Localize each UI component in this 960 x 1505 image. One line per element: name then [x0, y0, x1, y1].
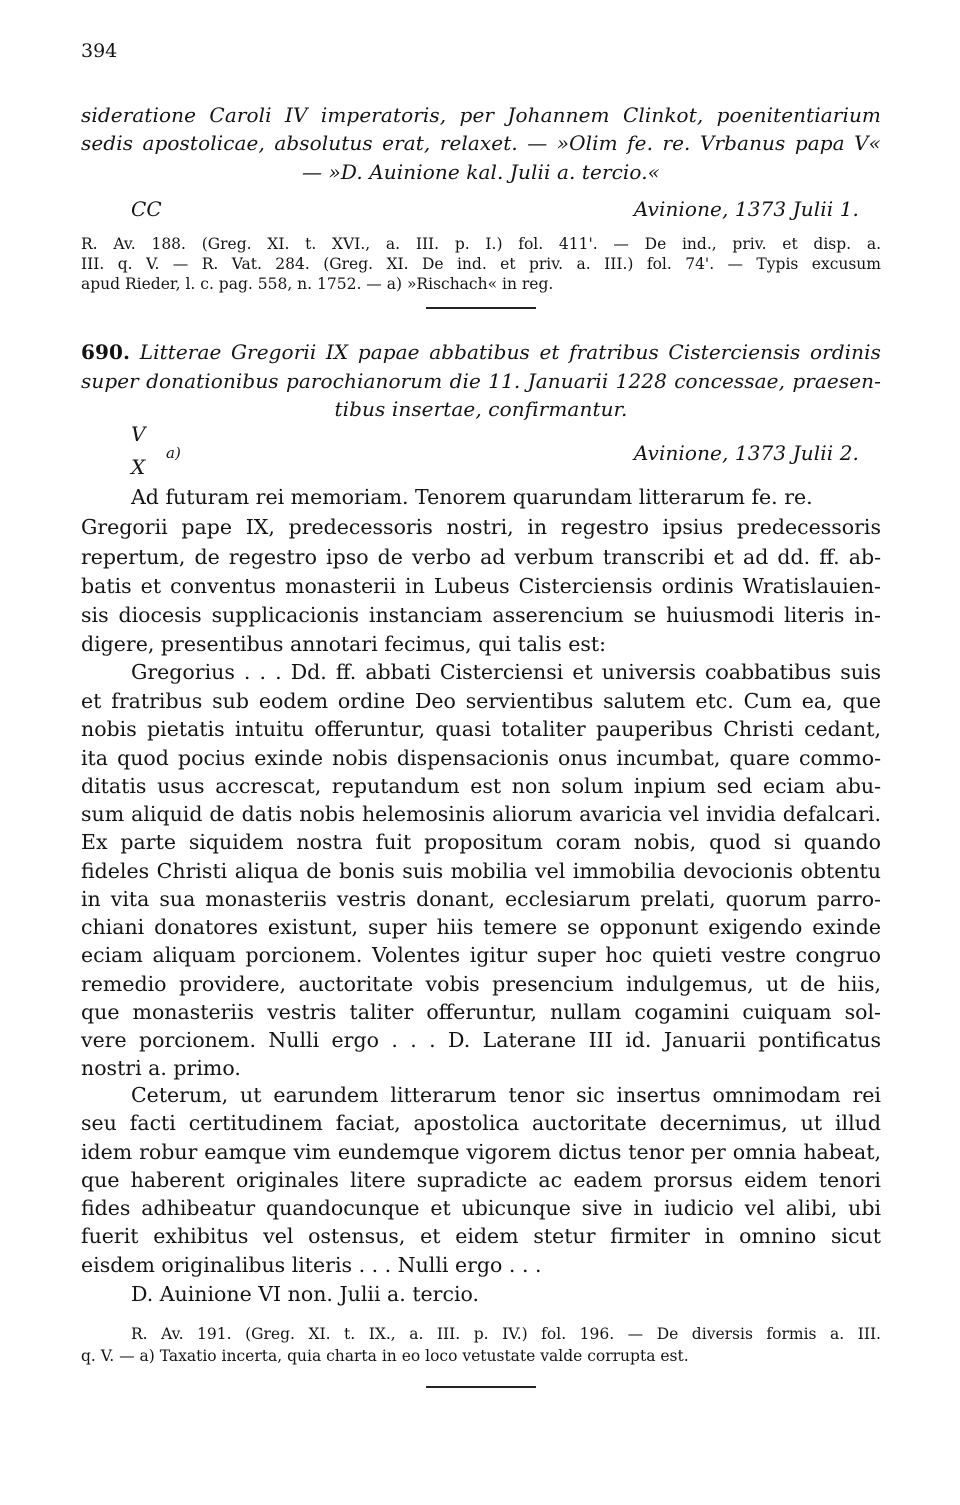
- body-line-15: in vita sua monasteriis vestris donant, ecclesiarum prelati, quorum parro-: [81, 887, 881, 911]
- body-line-22: Ceterum, ut earundem litterarum tenor sic insertus omnimodam rei: [131, 1083, 881, 1107]
- body-line-5: sis diocesis supplicacionis instanciam asserencium se huiusmodi literis in-: [81, 603, 881, 627]
- body-line-21: nostri a. primo.: [81, 1056, 241, 1080]
- doc-mark-bottom: X: [131, 455, 146, 479]
- body-line-25: que haberent originales litere supradicte ac eadem prorsus eidem tenori: [81, 1168, 881, 1192]
- body-line-14: fideles Christi aliqua de bonis suis mobilia vel immobilia devocionis obtentu: [81, 859, 881, 883]
- separator-2: [426, 1386, 536, 1388]
- note2-line-1: R. Av. 191. (Greg. XI. t. IX., a. III. p. IV.) fol. 196. — De diversis formis a. III.: [131, 1325, 881, 1343]
- intro-place-date: Avinione, 1373 Julii 1.: [633, 197, 859, 221]
- note2-line-2: q. V. — a) Taxatio incerta, quia charta in eo loco vetustate valde corrupta est.: [81, 1347, 689, 1365]
- doc-place-date: Avinione, 1373 Julii 2.: [633, 441, 859, 465]
- body-line-12: sum aliquid de datis nobis helemosinis aliorum avaricia vel invidia defalcari.: [81, 802, 881, 826]
- intro-mark: CC: [131, 197, 162, 221]
- doc-title-line-3: tibus insertae, confirmantur.: [334, 397, 628, 421]
- separator-1: [426, 307, 536, 309]
- body-line-7: Gregorius . . . Dd. ff. abbati Cisterciensi et universis coabbatibus suis: [131, 660, 881, 684]
- body-line-9: nobis pietatis intuitu offeruntur, quasi totaliter pauperibus Christi cedant,: [81, 717, 881, 741]
- body-line-4: batis et conventus monasterii in Lubeus Cisterciensis ordinis Wratislauien-: [81, 574, 881, 598]
- body-line-1: Ad futuram rei memoriam. Tenorem quarundam litterarum fe. re.: [131, 485, 813, 509]
- body-line-28: eisdem originalibus literis . . . Nulli ergo . . .: [81, 1253, 542, 1277]
- body-line-11: ditatis usus accrescat, reputandum est non solum inpium sed eciam abu-: [81, 774, 881, 798]
- body-line-16: chiani donatores existunt, super hiis temere se opponunt exigendo exinde: [81, 915, 881, 939]
- body-line-17: eciam aliquam porcionem. Volentes igitur super hoc quieti vestre congruo: [81, 943, 881, 967]
- note1-line-3: apud Rieder, l. c. pag. 558, n. 1752. — a) »Rischach« in reg.: [81, 275, 554, 293]
- note1-line-2: III. q. V. — R. Vat. 284. (Greg. XI. De ind. et priv. a. III.) fol. 74'. — Typis excusum: [81, 255, 881, 273]
- body-line-26: fides adhibeatur quandocunque et ubicunque sive in iudicio vel alibi, ubi: [81, 1196, 881, 1220]
- body-line-2: Gregorii pape IX, predecessoris nostri, in regestro ipsius predecessoris: [81, 515, 881, 539]
- doc-mark-note: a): [166, 444, 181, 462]
- body-line-18: remedio providere, auctoritate vobis presencium indulgemus, ut de hiis,: [81, 972, 881, 996]
- body-line-19: que monasteriis vestris taliter offeruntur, nullam cogamini cuiquam sol-: [81, 1000, 881, 1024]
- intro-line-1: sideratione Caroli IV imperatoris, per Johannem Clinkot, poenitentiarium: [81, 103, 881, 127]
- note1-line-1: R. Av. 188. (Greg. XI. t. XVI., a. III. p. I.) fol. 411'. — De ind., priv. et disp. a.: [81, 235, 881, 253]
- body-line-24: idem robur eamque vim eundemque vigorem dictus tenor per omnia habeat,: [81, 1140, 881, 1164]
- doc-mark-top: V: [131, 422, 146, 446]
- body-line-8: et fratribus sub eodem ordine Deo servientibus salutem etc. Cum ea, que: [81, 689, 881, 713]
- intro-line-3: — »D. Auinione kal. Julii a. tercio.«: [302, 160, 660, 184]
- intro-line-2: sedis apostolicae, absolutus erat, relaxet. — »Olim fe. re. Vrbanus papa V«: [81, 131, 881, 155]
- doc-number: 690.: [81, 340, 131, 364]
- body-line-20: vere porcionem. Nulli ergo . . . D. Laterane III id. Januarii pontificatus: [81, 1028, 881, 1052]
- body-line-23: seu facti certitudinem faciat, apostolica auctoritate decernimus, ut illud: [81, 1111, 881, 1135]
- doc-title-line-2: super donationibus parochianorum die 11. Januarii 1228 concessae, praesen-: [81, 369, 881, 393]
- doc-title-line-1: [81, 340, 881, 364]
- body-line-13: Ex parte siquidem nostra fuit propositum coram nobis, quod si quando: [81, 830, 881, 854]
- body-line-3: repertum, de regestro ipso de verbo ad verbum transcribi et ad dd. ff. ab-: [81, 545, 881, 569]
- body-line-29: D. Auinione VI non. Julii a. tercio.: [131, 1282, 480, 1306]
- body-line-27: fuerit exhibitus vel ostensus, et eidem stetur firmiter in omnino sicut: [81, 1224, 881, 1248]
- body-line-6: digere, presentibus annotari fecimus, qui talis est:: [81, 632, 607, 656]
- body-line-10: ita quod pocius exinde nobis dispensacionis onus incumbat, quare commo-: [81, 746, 881, 770]
- doc-title-1: Litterae Gregorii IX papae abbatibus et fratribus Cisterciensis ordinis: [139, 340, 881, 364]
- page-number: 394: [81, 40, 118, 62]
